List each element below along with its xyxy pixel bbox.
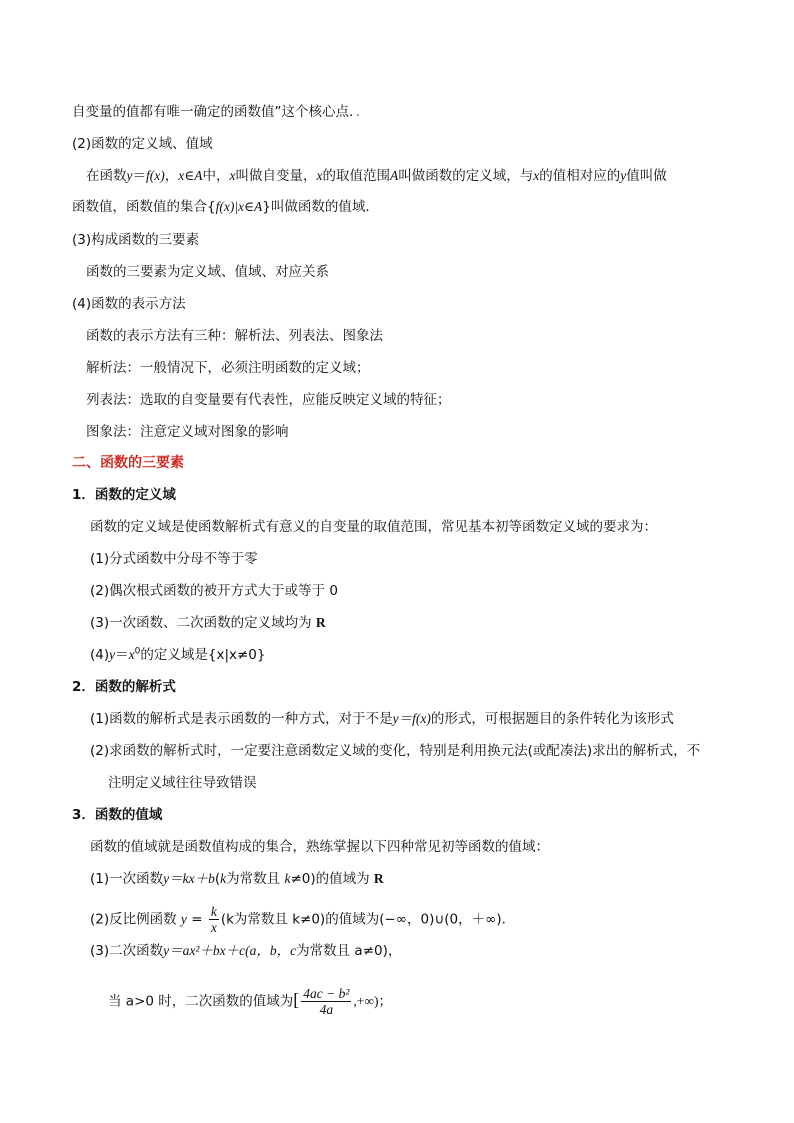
math-expr: y＝kx＋b [163,871,215,886]
math-x: x [316,168,323,183]
text: ≠0)的值域为 [290,871,374,887]
math-k: k [220,871,227,886]
text: 在函数 [86,168,127,184]
list-item [90,646,265,664]
text: 函数的表示方法有三种：解析法、列表法、图象法 [86,328,383,344]
text: 图象法：注意定义域对图象的影响 [86,424,289,440]
text: (2)函数的定义域、值域 [72,136,213,152]
text: 中， [202,168,230,184]
text: 值叫做 [626,168,667,184]
text: 的取值范围 [322,168,390,184]
text: 叫做函数的定义域，与 [398,168,534,184]
fraction-numerator: 4ac − b² [303,986,350,1001]
text: 函数的定义域是使函数解析式有意义的自变量的取值范围，常见基本初等函数定义域的要求为： [90,519,657,535]
text-line [86,423,289,441]
text: 列表法：选取的自变量要有代表性，应能反映定义域的特征； [86,392,451,408]
text-line [90,838,549,856]
math-expr: y＝ax²＋bx＋c(a，b，c [163,943,297,958]
text-line [86,391,451,409]
text: 叫做自变量， [235,168,317,184]
fraction [209,904,219,935]
text: 当 a>0 时，二次函数的值域为 [108,993,294,1010]
text: (2)偶次根式函数的被开方式大于或等于 0 [90,583,339,599]
math-y: y [109,647,116,662]
bracket: [ [293,989,300,1010]
text: (3)二次函数 [90,943,164,959]
text: 函数的三要素为定义域、值域、对应关系 [86,264,329,280]
text: 函数值，函数值的集合{ [72,199,216,215]
fraction-numerator: k [210,904,217,919]
math-expr: y＝f(x) [392,711,431,726]
text: 3．函数的值域 [72,807,163,823]
text: (1)函数的解析式是表示函数的一种方式，对于不是 [90,711,393,727]
text: (4)函数的表示方法 [72,296,186,312]
text: 为常数且 a≠0)， [296,943,402,959]
list-item [90,742,700,760]
text-line [108,986,392,1017]
math-fx: f(x) [146,168,165,183]
math-y: y [126,168,133,183]
text: (1)分式函数中分母不等于零 [90,551,258,567]
text: (3)一次函数、二次函数的定义域均为 [90,615,316,631]
text: 的值相对应的 [539,168,621,184]
text: 注明定义域往往导致错误 [108,775,257,791]
list-item [90,710,674,728]
subheading-domain-range [72,135,213,153]
math-y: y [180,911,187,927]
text-line [86,263,329,281]
list-item [90,582,338,600]
text-line [86,167,667,185]
text-line [86,327,383,345]
text: (4) [90,647,110,663]
math-in-A: ∈A [184,168,203,183]
text: ,+∞)； [353,993,393,1009]
subheading-three-elements [72,231,199,249]
list-item [90,870,384,888]
list-item [90,904,515,935]
subheading-representation [72,295,186,313]
math-x: x [128,647,135,662]
text-line-continued [108,774,257,792]
math-x: x [229,168,236,183]
text: 的形式，可根据题目的条件转化为该形式 [430,711,674,727]
text: 1．函数的定义域 [72,487,176,503]
text: (1)一次函数 [90,871,164,887]
fraction-denominator: x [210,920,217,935]
text-line [86,359,370,377]
subsection-heading-range [72,806,162,824]
subsection-heading-domain [72,486,176,504]
section-heading [72,454,184,472]
list-item [90,550,258,568]
math-k: k [284,871,291,886]
text: 二、函数的三要素 [72,455,184,471]
text-line [72,198,379,216]
text: 为常数且 [226,871,285,887]
text: 解析法：一般情况下，必须注明函数的定义域； [86,360,370,376]
text: ＝ [132,168,146,184]
subsection-heading-expression [72,678,176,696]
text-line: 自变量的值都有唯一确定的函数值”这个核心点．． [72,104,370,120]
text: 2．函数的解析式 [72,679,176,695]
text: (3)构成函数的三要素 [72,232,200,248]
text: (2)反比例函数 [90,911,181,928]
math-R: R [373,871,384,886]
text: ( [214,871,221,887]
fraction-denominator: 4a [319,1002,334,1017]
math-x: x [178,168,185,183]
text: ， [164,168,179,184]
text: }叫做函数的值域． [262,199,379,215]
text: 自变量的值都有唯一确定的函数值”这个核心点． [72,104,356,120]
math-set: f(x)|x∈A [215,199,263,214]
text: ＝ [115,647,129,663]
text-line [90,518,657,536]
text: 函数的值域就是函数值构成的集合，熟练掌握以下四种常见初等函数的值域： [90,839,549,855]
text: (2)求函数的解析式时，一定要注意函数定义域的变化，特别是利用换元法(或配凑法)求出的解析式，不 [90,743,701,759]
text: = [186,911,207,928]
math-A: A [389,168,399,183]
text: 的定义域是{x|x≠0} [140,647,266,663]
list-item [90,942,401,960]
math-y: y [620,168,627,183]
math-R: R [315,615,326,630]
list-item [90,614,326,632]
math-x: x [533,168,540,183]
math-exponent: 0 [134,646,141,657]
fraction [301,986,351,1017]
text: (k为常数且 k≠0)的值域为(−∞，0)∪(0，＋∞)． [220,911,516,928]
